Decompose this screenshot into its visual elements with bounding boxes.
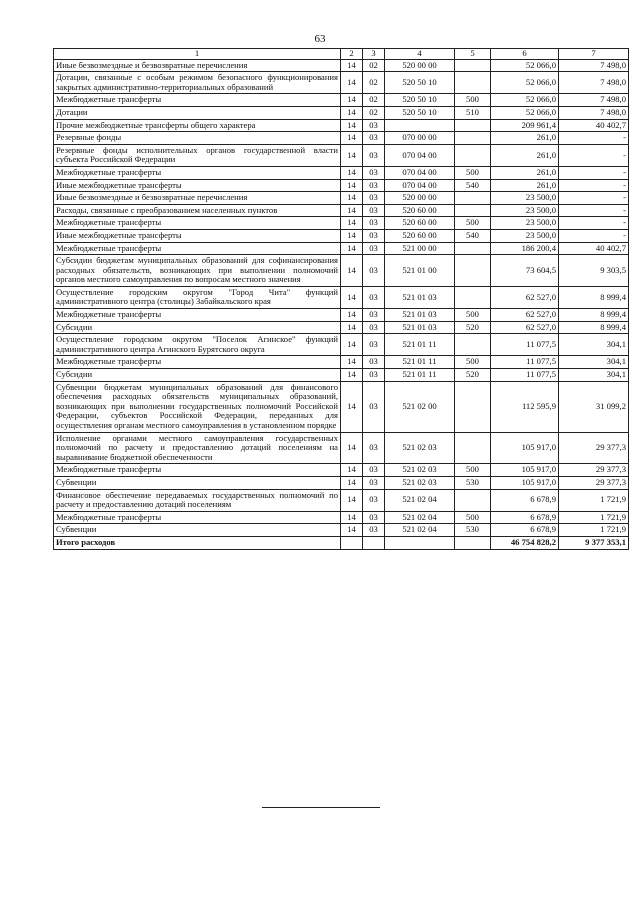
cell-col3: 03 (363, 511, 385, 524)
cell-col2: 14 (341, 286, 363, 308)
cell-col5 (455, 334, 491, 356)
cell-col3: 03 (363, 286, 385, 308)
cell-col5: 500 (455, 166, 491, 179)
cell-name: Исполнение органами местного самоуправления государственных полномочий по расчету и предоставлению дотаций поселениям на выравнивание бюджетной обеспеченности (54, 432, 341, 464)
cell-col3: 02 (363, 59, 385, 72)
cell-col6: 6 678,9 (491, 511, 559, 524)
table-body (54, 49, 629, 550)
cell-name: Межбюджетные трансферты (54, 217, 341, 230)
cell-col3: 02 (363, 72, 385, 94)
cell-col5 (455, 255, 491, 287)
cell-col7: 9 303,5 (559, 255, 629, 287)
cell-col5 (455, 192, 491, 205)
cell-col7: 1 721,9 (559, 511, 629, 524)
table-row (54, 334, 629, 356)
cell-col7: - (559, 179, 629, 192)
cell-col4: 520 00 00 (385, 59, 455, 72)
cell-col7: - (559, 204, 629, 217)
cell-col2: 14 (341, 179, 363, 192)
table-row (54, 524, 629, 537)
cell-col7: - (559, 229, 629, 242)
cell-col7: 40 402,7 (559, 242, 629, 255)
cell-col7: - (559, 132, 629, 145)
cell-name: Иные межбюджетные трансферты (54, 229, 341, 242)
cell-col6: 23 500,0 (491, 192, 559, 205)
cell-col6: 52 066,0 (491, 106, 559, 119)
cell-col3: 03 (363, 242, 385, 255)
cell-name: Межбюджетные трансферты (54, 511, 341, 524)
cell-name: Субсидии бюджетам муниципальных образований для софинансирования расходных обязательств, возникающих при выполнении полномочий органов местного самоуправления по вопросам местного значения (54, 255, 341, 287)
cell-col5 (455, 536, 491, 549)
table-row (54, 59, 629, 72)
cell-col3: 03 (363, 476, 385, 489)
table-row (54, 72, 629, 94)
cell-col4: 070 04 00 (385, 179, 455, 192)
cell-name: Осуществление городским округом "Поселок Агинское" функций административного центра Агинского Бурятского округа (54, 334, 341, 356)
cell-col4: 070 00 00 (385, 132, 455, 145)
cell-col2: 14 (341, 524, 363, 537)
cell-col7: 304,1 (559, 369, 629, 382)
cell-name: Итого расходов (54, 536, 341, 549)
cell-name: Межбюджетные трансферты (54, 464, 341, 477)
cell-col5 (455, 204, 491, 217)
table-row (54, 94, 629, 107)
table-row (54, 166, 629, 179)
cell-col5: 500 (455, 511, 491, 524)
cell-col7: 1 721,9 (559, 489, 629, 511)
cell-col2: 14 (341, 356, 363, 369)
cell-col4: 521 01 00 (385, 255, 455, 287)
cell-name: Субвенции (54, 476, 341, 489)
table-row (54, 432, 629, 464)
cell-col6: 46 754 828,2 (491, 536, 559, 549)
cell-col2: 14 (341, 242, 363, 255)
cell-col7: - (559, 217, 629, 230)
cell-col6: 261,0 (491, 166, 559, 179)
table-row (54, 464, 629, 477)
cell-name: Дотации (54, 106, 341, 119)
total-row (54, 536, 629, 549)
cell-col5 (455, 489, 491, 511)
cell-col7: 8 999,4 (559, 286, 629, 308)
cell-col3: 02 (363, 94, 385, 107)
table-row (54, 217, 629, 230)
cell-col5 (455, 72, 491, 94)
cell-col6: 62 527,0 (491, 321, 559, 334)
table-row (54, 511, 629, 524)
cell-name: Прочие межбюджетные трансферты общего характера (54, 119, 341, 132)
cell-col6: 112 595,9 (491, 381, 559, 432)
cell-col6: 186 200,4 (491, 242, 559, 255)
cell-col6: 209 961,4 (491, 119, 559, 132)
cell-col4: 521 02 04 (385, 489, 455, 511)
cell-col7: 29 377,3 (559, 476, 629, 489)
table-row (54, 369, 629, 382)
cell-col3: 03 (363, 369, 385, 382)
cell-col2: 14 (341, 72, 363, 94)
cell-col2: 14 (341, 381, 363, 432)
cell-col3: 03 (363, 321, 385, 334)
cell-col3: 03 (363, 255, 385, 287)
cell-col2: 14 (341, 432, 363, 464)
cell-col3: 03 (363, 132, 385, 145)
cell-name: Иные безвозмездные и безвозвратные перечисления (54, 192, 341, 205)
cell-name: Межбюджетные трансферты (54, 166, 341, 179)
cell-col7: 7 498,0 (559, 72, 629, 94)
cell-col4: 520 50 10 (385, 106, 455, 119)
cell-col4: 521 01 03 (385, 286, 455, 308)
cell-col2: 14 (341, 255, 363, 287)
cell-col3: 03 (363, 192, 385, 205)
cell-col5: 500 (455, 356, 491, 369)
cell-col2: 14 (341, 369, 363, 382)
cell-col3: 03 (363, 309, 385, 322)
cell-name: Иные безвозмездные и безвозвратные перечисления (54, 59, 341, 72)
cell-col2: 14 (341, 192, 363, 205)
column-header: 4 (385, 49, 455, 60)
cell-col7: 29 377,3 (559, 432, 629, 464)
cell-col5: 520 (455, 321, 491, 334)
cell-col7: 8 999,4 (559, 309, 629, 322)
cell-col6: 105 917,0 (491, 476, 559, 489)
cell-col3: 03 (363, 432, 385, 464)
cell-col2: 14 (341, 464, 363, 477)
column-header: 1 (54, 49, 341, 60)
cell-name: Дотации, связанные с особым режимом безопасного функционирования закрытых административно-территориальных образований (54, 72, 341, 94)
cell-col3: 03 (363, 489, 385, 511)
cell-col3: 03 (363, 179, 385, 192)
cell-col2 (341, 536, 363, 549)
cell-col4: 070 04 00 (385, 144, 455, 166)
cell-name: Резервные фонды (54, 132, 341, 145)
cell-col7: 304,1 (559, 334, 629, 356)
cell-col2: 14 (341, 334, 363, 356)
cell-col2: 14 (341, 204, 363, 217)
cell-name: Финансовое обеспечение передаваемых государственных полномочий по расчету и предоставлению дотаций поселениям (54, 489, 341, 511)
cell-name: Субвенции (54, 524, 341, 537)
cell-col4: 521 02 03 (385, 464, 455, 477)
cell-col7: 31 099,2 (559, 381, 629, 432)
cell-col6: 11 077,5 (491, 334, 559, 356)
cell-col6: 11 077,5 (491, 356, 559, 369)
cell-col5: 540 (455, 229, 491, 242)
table-row (54, 242, 629, 255)
cell-col6: 261,0 (491, 179, 559, 192)
page-number: 63 (314, 33, 326, 45)
budget-table (53, 48, 629, 550)
table-row (54, 204, 629, 217)
cell-col7: 1 721,9 (559, 524, 629, 537)
table-row (54, 286, 629, 308)
column-header: 3 (363, 49, 385, 60)
cell-col5 (455, 242, 491, 255)
table-row (54, 309, 629, 322)
cell-col2: 14 (341, 132, 363, 145)
cell-col2: 14 (341, 217, 363, 230)
cell-col6: 105 917,0 (491, 432, 559, 464)
column-header: 2 (341, 49, 363, 60)
cell-col3: 02 (363, 106, 385, 119)
cell-col5 (455, 144, 491, 166)
cell-name: Субсидии (54, 321, 341, 334)
cell-col2: 14 (341, 229, 363, 242)
cell-col2: 14 (341, 94, 363, 107)
cell-col4: 520 00 00 (385, 192, 455, 205)
cell-col3: 03 (363, 204, 385, 217)
cell-name: Осуществление городским округом "Город Чита" функций административного центра (столицы) Забайкальского края (54, 286, 341, 308)
cell-col2: 14 (341, 309, 363, 322)
table-row (54, 229, 629, 242)
cell-name: Иные межбюджетные трансферты (54, 179, 341, 192)
cell-col5: 500 (455, 217, 491, 230)
cell-name: Межбюджетные трансферты (54, 356, 341, 369)
cell-col5: 510 (455, 106, 491, 119)
cell-col7: - (559, 144, 629, 166)
cell-col7: 8 999,4 (559, 321, 629, 334)
table-row (54, 179, 629, 192)
cell-col6: 261,0 (491, 144, 559, 166)
table-row (54, 132, 629, 145)
cell-col2: 14 (341, 166, 363, 179)
cell-col4: 521 02 03 (385, 432, 455, 464)
cell-col5: 540 (455, 179, 491, 192)
cell-col4: 521 01 11 (385, 369, 455, 382)
cell-col2: 14 (341, 511, 363, 524)
cell-col7: 7 498,0 (559, 106, 629, 119)
cell-col5: 520 (455, 369, 491, 382)
cell-col3: 03 (363, 119, 385, 132)
cell-col7: - (559, 192, 629, 205)
table-row (54, 255, 629, 287)
cell-col3: 03 (363, 381, 385, 432)
cell-col4: 521 00 00 (385, 242, 455, 255)
table-row (54, 106, 629, 119)
cell-col6: 52 066,0 (491, 59, 559, 72)
cell-col3: 03 (363, 464, 385, 477)
cell-col4: 520 50 10 (385, 94, 455, 107)
cell-col6: 52 066,0 (491, 72, 559, 94)
table-row (54, 489, 629, 511)
cell-col4: 521 02 03 (385, 476, 455, 489)
cell-col7: 7 498,0 (559, 94, 629, 107)
cell-col7: 7 498,0 (559, 59, 629, 72)
cell-col5 (455, 59, 491, 72)
cell-col2: 14 (341, 59, 363, 72)
cell-col4: 520 60 00 (385, 229, 455, 242)
cell-col4: 520 60 00 (385, 217, 455, 230)
cell-col4: 521 01 11 (385, 356, 455, 369)
table-row (54, 144, 629, 166)
cell-col6: 62 527,0 (491, 286, 559, 308)
table-row (54, 356, 629, 369)
cell-col5: 500 (455, 309, 491, 322)
cell-col4: 521 01 11 (385, 334, 455, 356)
cell-col5: 530 (455, 524, 491, 537)
cell-name: Резервные фонды исполнительных органов государственной власти субъекта Российской Федерации (54, 144, 341, 166)
signature-line (262, 807, 380, 808)
cell-col7: - (559, 166, 629, 179)
cell-col5: 500 (455, 464, 491, 477)
cell-name: Субвенции бюджетам муниципальных образований для финансового обеспечения расходных обязательств муниципальных образований, возникающих при выполнении государственных полномочий Российской Федерации, субъектов Российской Федерации, переданных для осуществления органам местного самоуправления в установленном порядке (54, 381, 341, 432)
cell-col7: 29 377,3 (559, 464, 629, 477)
cell-col6: 62 527,0 (491, 309, 559, 322)
column-header: 7 (559, 49, 629, 60)
cell-col5 (455, 286, 491, 308)
cell-name: Межбюджетные трансферты (54, 242, 341, 255)
cell-col2: 14 (341, 119, 363, 132)
cell-col2: 14 (341, 106, 363, 119)
table-row (54, 321, 629, 334)
cell-col5 (455, 132, 491, 145)
cell-col6: 23 500,0 (491, 217, 559, 230)
cell-col6: 105 917,0 (491, 464, 559, 477)
cell-col6: 11 077,5 (491, 369, 559, 382)
cell-col4: 521 01 03 (385, 321, 455, 334)
cell-col6: 23 500,0 (491, 229, 559, 242)
cell-name: Субсидии (54, 369, 341, 382)
cell-col4 (385, 536, 455, 549)
cell-col4: 521 01 03 (385, 309, 455, 322)
cell-col4 (385, 119, 455, 132)
cell-col6: 6 678,9 (491, 489, 559, 511)
cell-col6: 261,0 (491, 132, 559, 145)
cell-col5 (455, 432, 491, 464)
cell-col7: 9 377 353,1 (559, 536, 629, 549)
column-header-row (54, 49, 629, 60)
cell-name: Межбюджетные трансферты (54, 309, 341, 322)
cell-col5 (455, 119, 491, 132)
cell-col5: 530 (455, 476, 491, 489)
cell-col2: 14 (341, 144, 363, 166)
column-header: 6 (491, 49, 559, 60)
cell-col2: 14 (341, 321, 363, 334)
table-row (54, 381, 629, 432)
cell-col4: 520 60 00 (385, 204, 455, 217)
cell-name: Межбюджетные трансферты (54, 94, 341, 107)
cell-col3: 03 (363, 217, 385, 230)
cell-col7: 304,1 (559, 356, 629, 369)
cell-col3: 03 (363, 166, 385, 179)
cell-col3: 03 (363, 334, 385, 356)
cell-col5 (455, 381, 491, 432)
cell-col7: 40 402,7 (559, 119, 629, 132)
table-row (54, 192, 629, 205)
cell-col4: 070 04 00 (385, 166, 455, 179)
cell-col6: 73 604,5 (491, 255, 559, 287)
cell-col4: 521 02 04 (385, 511, 455, 524)
cell-col2: 14 (341, 476, 363, 489)
cell-col4: 521 02 04 (385, 524, 455, 537)
cell-col4: 520 50 10 (385, 72, 455, 94)
cell-col6: 6 678,9 (491, 524, 559, 537)
column-header: 5 (455, 49, 491, 60)
cell-col6: 23 500,0 (491, 204, 559, 217)
cell-col5: 500 (455, 94, 491, 107)
table-row (54, 476, 629, 489)
cell-col3: 03 (363, 229, 385, 242)
cell-col3 (363, 536, 385, 549)
cell-col3: 03 (363, 356, 385, 369)
cell-name: Расходы, связанные с преобразованием населенных пунктов (54, 204, 341, 217)
cell-col4: 521 02 00 (385, 381, 455, 432)
table-row (54, 119, 629, 132)
cell-col6: 52 066,0 (491, 94, 559, 107)
cell-col3: 03 (363, 144, 385, 166)
cell-col2: 14 (341, 489, 363, 511)
cell-col3: 03 (363, 524, 385, 537)
